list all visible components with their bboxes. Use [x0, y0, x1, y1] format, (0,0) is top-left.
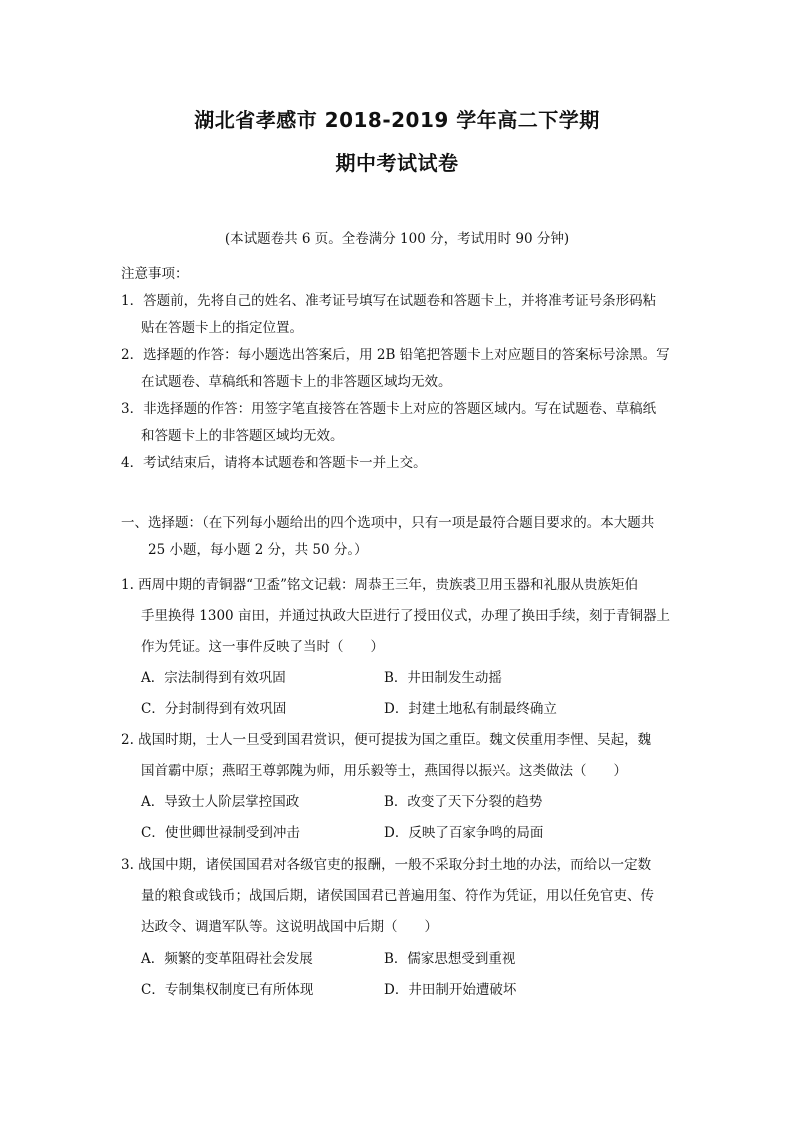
question-3-option-b: B．儒家思想受到重视 [384, 951, 516, 967]
exam-info: (本试题卷共 6 页。全卷满分 100 分，考试用时 90 分钟) [224, 231, 570, 247]
question-2-line1: 2. 战国时期，士人一旦受到国君赏识，便可提拔为国之重臣。魏文侯重用李悝、吴起，魏 [121, 732, 652, 748]
note-item-3-line2: 和答题卡上的非答题区域均无效。 [141, 428, 344, 444]
question-1-line3: 作为凭证。这一事件反映了当时（ ） [141, 639, 384, 655]
note-item-2-line1: 2．选择题的作答：每小题选出答案后，用 2B 铅笔把答题卡上对应题目的答案标号涂黑。写 [121, 347, 670, 363]
question-3-option-c: C．专制集权制度已有所体现 [141, 982, 314, 998]
section1-heading-line2: 25 小题，每小题 2 分，共 50 分。） [148, 542, 368, 558]
note-item-2-line2: 在试题卷、草稿纸和答题卡上的非答题区域均无效。 [141, 374, 452, 390]
question-1-line2: 手里换得 1300 亩田，并通过执政大臣进行了授田仪式，办理了换田手续，刻于青铜器上 [141, 608, 670, 624]
question-3-option-d: D．井田制开始遭破坏 [384, 982, 517, 998]
question-1-option-c: C．分封制得到有效巩固 [141, 701, 287, 717]
note-item-3-line1: 3．非选择题的作答：用签字笔直接答在答题卡上对应的答题区域内。写在试题卷、草稿纸 [121, 401, 657, 417]
question-2-option-b: B．改变了天下分裂的趋势 [384, 794, 543, 810]
note-item-1-line2: 贴在答题卡上的指定位置。 [141, 320, 303, 336]
note-item-1-line1: 1．答题前，先将自己的姓名、准考证号填写在试题卷和答题卡上，并将准考证号条形码粘 [121, 293, 657, 309]
question-3-line2: 量的粮食或钱币；战国后期，诸侯国国君已普遍用玺、符作为凭证，用以任免官吏、传 [141, 888, 654, 904]
question-1-option-a: A．宗法制得到有效巩固 [141, 670, 286, 686]
question-3-line3: 达政令、调遣军队等。这说明战国中后期（ ） [141, 919, 438, 935]
question-1-line1: 1. 西周中期的青铜器“卫盉”铭文记载：周恭王三年，贵族裘卫用玉器和礼服从贵族矩伯 [121, 577, 638, 593]
question-1-option-b: B．井田制发生动摇 [384, 670, 502, 686]
exam-title-line1: 湖北省孝感市 2018-2019 学年高二下学期 [194, 108, 600, 132]
question-1-option-d: D．封建土地私有制最终确立 [384, 701, 557, 717]
question-2-option-d: D．反映了百家争鸣的局面 [384, 825, 544, 841]
question-3-option-a: A．频繁的变革阻碍社会发展 [141, 951, 313, 967]
question-2-option-c: C．使世卿世禄制受到冲击 [141, 825, 300, 841]
question-2-option-a: A．导致士人阶层掌控国政 [141, 794, 300, 810]
exam-title-line2: 期中考试试卷 [335, 151, 459, 175]
note-item-4-line1: 4．考试结束后，请将本试题卷和答题卡一并上交。 [121, 455, 427, 471]
question-2-line2: 国首霸中原；燕昭王尊郭隗为师，用乐毅等士，燕国得以振兴。这类做法（ ） [141, 763, 627, 779]
notes-heading: 注意事项： [121, 266, 189, 282]
question-3-line1: 3. 战国中期，诸侯国国君对各级官吏的报酬，一般不采取分封土地的办法，而给以一定数 [121, 857, 652, 873]
section1-heading-line1: 一、选择题：（在下列每小题给出的四个选项中，只有一项是最符合题目要求的。本大题共 [121, 515, 655, 531]
